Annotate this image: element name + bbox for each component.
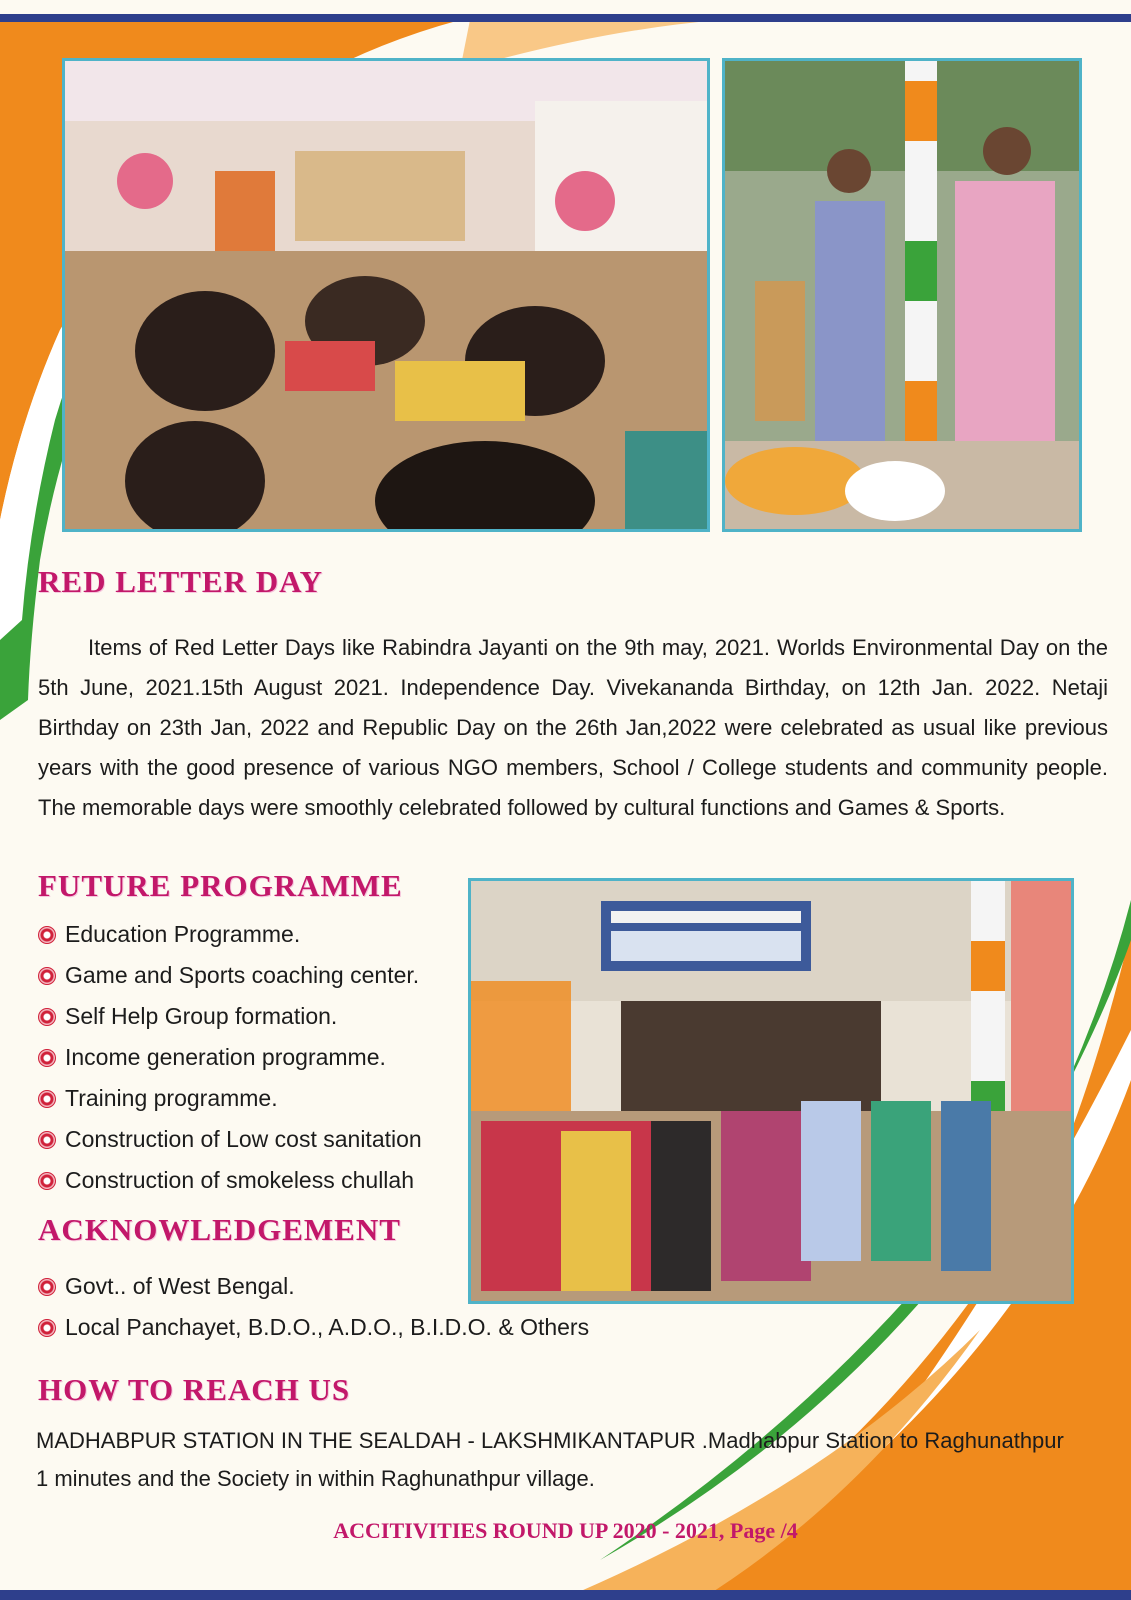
list-item: Govt.. of West Bengal. [38,1266,589,1307]
photo-society-office [468,878,1074,1304]
page-footer: ACCITIVITIES ROUND UP 2020 - 2021, Page /4 [333,1518,798,1543]
top-border [0,14,1131,22]
red-letter-day-heading: RED LETTER DAY [38,564,324,599]
red-letter-day-text: Items of Red Letter Days like Rabindra Jayanti on the 9th may, 2021. Worlds Environmental Day on the 5th June, 2021.15th August 2021. Independence Day. Vivekananda Birthday, on 12th Jan. 2022. Netaji Birthday on 23th Jan, 2022 and Republic Day on the 26th Jan,2022 were celebrated as usual like previous years with the good presence of various NGO members, School / College students and community people. The memorable days were smoothly celebrated followed by cultural functions and Games & Sports. [38,635,1108,820]
bullet-icon [38,1008,56,1026]
list-item: Local Panchayet, B.D.O., A.D.O., B.I.D.O. & Others [38,1307,589,1348]
future-programme-list [38,914,422,1201]
bullet-icon [38,1278,56,1296]
acknowledgement-heading: ACKNOWLEDGEMENT [38,1212,401,1247]
list-item: Income generation programme. [38,1037,422,1078]
list-item: Self Help Group formation. [38,996,422,1037]
bottom-border [0,1590,1131,1600]
list-item: Construction of Low cost sanitation [38,1119,422,1160]
how-to-reach-heading: HOW TO REACH US [38,1372,351,1407]
bullet-icon [38,1319,56,1337]
future-programme-heading: FUTURE PROGRAMME [38,868,403,903]
bullet-icon [38,967,56,985]
bullet-icon [38,1131,56,1149]
bullet-icon [38,926,56,944]
bullet-icon [38,1090,56,1108]
list-item: Training programme. [38,1078,422,1119]
photo-flag-hoisting [722,58,1082,532]
photo-cultural-programme [62,58,710,532]
list-item: Construction of smokeless chullah [38,1160,422,1201]
bullet-icon [38,1172,56,1190]
list-item: Education Programme. [38,914,422,955]
acknowledgement-list [38,1266,589,1348]
how-to-reach-text: MADHABPUR STATION IN THE SEALDAH - LAKSHMIKANTAPUR .Madhabpur Station to Raghunathpur 1 minutes and the Society in within Raghunathpur village. [36,1428,1064,1491]
bullet-icon [38,1049,56,1067]
list-item: Game and Sports coaching center. [38,955,422,996]
